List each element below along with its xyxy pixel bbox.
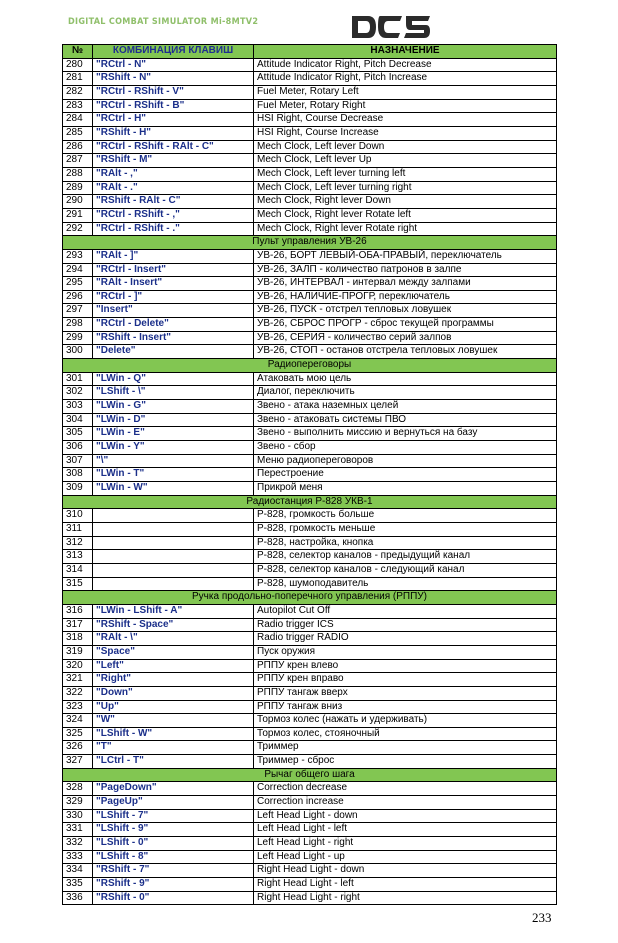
table-row (63, 618, 557, 632)
key-combination: "RCtrl - RShift - ," (93, 208, 254, 222)
key-combination: "LWin - W" (93, 482, 254, 496)
binding-description: Correction increase (254, 796, 557, 810)
table-row (63, 140, 557, 154)
key-combination: "RCtrl - H" (93, 113, 254, 127)
binding-description: Звено - выполнить миссию и вернуться на базу (254, 427, 557, 441)
table-row (63, 99, 557, 113)
key-combination: "PageDown" (93, 782, 254, 796)
table-row (63, 441, 557, 455)
key-combination: "LWin - Y" (93, 441, 254, 455)
row-number: 308 (63, 468, 93, 482)
table-row (63, 290, 557, 304)
key-combination: "LShift - \" (93, 386, 254, 400)
row-number: 288 (63, 167, 93, 181)
section-header-row (63, 495, 557, 509)
binding-description: УВ-26, НАЛИЧИЕ-ПРОГР, переключатель (254, 290, 557, 304)
binding-description: Left Head Light - right (254, 837, 557, 851)
key-combination: "Insert" (93, 304, 254, 318)
binding-description: Mech Clock, Left lever Up (254, 154, 557, 168)
table-row (63, 522, 557, 536)
row-number: 303 (63, 400, 93, 414)
key-combination: "RCtrl - ]" (93, 290, 254, 304)
table-row (63, 400, 557, 414)
section-title: Рычаг общего шага (63, 768, 557, 782)
table-row (63, 331, 557, 345)
row-number: 281 (63, 72, 93, 86)
row-number: 298 (63, 318, 93, 332)
table-row (63, 741, 557, 755)
key-combination: "LShift - 9" (93, 823, 254, 837)
section-header-row (63, 359, 557, 373)
key-combination: "Right" (93, 673, 254, 687)
row-number: 291 (63, 208, 93, 222)
key-bindings-table (62, 44, 557, 905)
row-number: 318 (63, 632, 93, 646)
table-row (63, 72, 557, 86)
table-row (63, 427, 557, 441)
table-row (63, 372, 557, 386)
table-row (63, 673, 557, 687)
key-combination: "RShift - Space" (93, 618, 254, 632)
binding-description: Fuel Meter, Rotary Left (254, 85, 557, 99)
row-number: 304 (63, 413, 93, 427)
key-combination: "RAlt - \" (93, 632, 254, 646)
key-combination: "LShift - W" (93, 727, 254, 741)
key-combination: "LShift - 8" (93, 850, 254, 864)
key-combination: "Delete" (93, 345, 254, 359)
column-header-key-combination: КОМБИНАЦИЯ КЛАВИШ (93, 45, 254, 59)
row-number: 305 (63, 427, 93, 441)
row-number: 280 (63, 58, 93, 72)
binding-description: Р-828, селектор каналов - следующий канал (254, 563, 557, 577)
row-number: 284 (63, 113, 93, 127)
key-combination: "LShift - 7" (93, 809, 254, 823)
table-row (63, 536, 557, 550)
binding-description: HSI Right, Course Increase (254, 126, 557, 140)
table-row (63, 154, 557, 168)
table-row (63, 413, 557, 427)
binding-description: Тормоз колес, стояночный (254, 727, 557, 741)
binding-description: Mech Clock, Left lever Down (254, 140, 557, 154)
table-row (63, 249, 557, 263)
key-combination: "T" (93, 741, 254, 755)
section-header-row (63, 236, 557, 250)
binding-description: Mech Clock, Right lever Rotate right (254, 222, 557, 236)
key-combination: "LWin - Q" (93, 372, 254, 386)
key-combination (93, 509, 254, 523)
table-row (63, 454, 557, 468)
key-combination: "RCtrl - Delete" (93, 318, 254, 332)
binding-description: УВ-26, БОРТ ЛЕВЫЙ-ОБА-ПРАВЫЙ, переключатель (254, 249, 557, 263)
key-combination: "PageUp" (93, 796, 254, 810)
table-row (63, 727, 557, 741)
row-number: 325 (63, 727, 93, 741)
row-number: 330 (63, 809, 93, 823)
binding-description: УВ-26, СТОП - останов отстрела тепловых ловушек (254, 345, 557, 359)
table-row (63, 796, 557, 810)
binding-description: Autopilot Cut Off (254, 604, 557, 618)
table-row (63, 126, 557, 140)
table-row (63, 318, 557, 332)
binding-description: Атаковать мою цель (254, 372, 557, 386)
table-row (63, 482, 557, 496)
binding-description: УВ-26, СЕРИЯ - количество серий залпов (254, 331, 557, 345)
table-row (63, 263, 557, 277)
row-number: 296 (63, 290, 93, 304)
binding-description: Р-828, громкость больше (254, 509, 557, 523)
key-combination: "Left" (93, 659, 254, 673)
row-number: 314 (63, 563, 93, 577)
key-combination: "LWin - D" (93, 413, 254, 427)
key-combination: "RCtrl - RShift - RAlt - C" (93, 140, 254, 154)
key-combination: "RShift - 0" (93, 891, 254, 905)
row-number: 283 (63, 99, 93, 113)
binding-description: УВ-26, ИНТЕРВАЛ - интервал между залпами (254, 277, 557, 291)
binding-description: Р-828, селектор каналов - предыдущий канал (254, 550, 557, 564)
row-number: 335 (63, 878, 93, 892)
key-combination: "LShift - 0" (93, 837, 254, 851)
row-number: 286 (63, 140, 93, 154)
binding-description: Триммер - сброс (254, 755, 557, 769)
binding-description: РППУ крен вправо (254, 673, 557, 687)
key-combination: "RCtrl - RShift - ." (93, 222, 254, 236)
binding-description: УВ-26, ПУСК - отстрел тепловых ловушек (254, 304, 557, 318)
table-row (63, 345, 557, 359)
row-number: 282 (63, 85, 93, 99)
row-number: 297 (63, 304, 93, 318)
row-number: 329 (63, 796, 93, 810)
key-combination (93, 536, 254, 550)
row-number: 290 (63, 195, 93, 209)
table-row (63, 714, 557, 728)
row-number: 317 (63, 618, 93, 632)
table-row (63, 208, 557, 222)
row-number: 301 (63, 372, 93, 386)
section-title: Радиопереговоры (63, 359, 557, 373)
section-title: Ручка продольно-поперечного управления (РППУ) (63, 591, 557, 605)
table-row (63, 58, 557, 72)
row-number: 312 (63, 536, 93, 550)
binding-description: Attitude Indicator Right, Pitch Decrease (254, 58, 557, 72)
table-row (63, 222, 557, 236)
row-number: 294 (63, 263, 93, 277)
key-combination: "RAlt - ." (93, 181, 254, 195)
binding-description: Mech Clock, Right lever Down (254, 195, 557, 209)
row-number: 300 (63, 345, 93, 359)
row-number: 306 (63, 441, 93, 455)
key-combination: "RCtrl - RShift - V" (93, 85, 254, 99)
key-combination: "RShift - RAlt - C" (93, 195, 254, 209)
key-combination: "RShift - Insert" (93, 331, 254, 345)
binding-description: УВ-26, СБРОС ПРОГР - сброс текущей программы (254, 318, 557, 332)
key-combination (93, 522, 254, 536)
table-row (63, 782, 557, 796)
table-row (63, 632, 557, 646)
page-number: 233 (532, 910, 552, 925)
table-row (63, 304, 557, 318)
table-row (63, 837, 557, 851)
key-combination: "RShift - N" (93, 72, 254, 86)
row-number: 336 (63, 891, 93, 905)
table-row (63, 891, 557, 905)
row-number: 285 (63, 126, 93, 140)
key-combination: "LWin - G" (93, 400, 254, 414)
table-row (63, 755, 557, 769)
table-row (63, 809, 557, 823)
row-number: 321 (63, 673, 93, 687)
table-row (63, 864, 557, 878)
key-combination: "\" (93, 454, 254, 468)
key-combination: "Space" (93, 645, 254, 659)
table-row (63, 659, 557, 673)
binding-description: Диалог, переключить (254, 386, 557, 400)
table-row (63, 686, 557, 700)
binding-description: Left Head Light - down (254, 809, 557, 823)
row-number: 310 (63, 509, 93, 523)
binding-description: Mech Clock, Left lever turning right (254, 181, 557, 195)
row-number: 316 (63, 604, 93, 618)
binding-description: Right Head Light - down (254, 864, 557, 878)
key-combination: "LWin - T" (93, 468, 254, 482)
binding-description: Р-828, громкость меньше (254, 522, 557, 536)
row-number: 327 (63, 755, 93, 769)
table-row (63, 167, 557, 181)
binding-description: Right Head Light - right (254, 891, 557, 905)
key-combination (93, 577, 254, 591)
key-combination: "RShift - M" (93, 154, 254, 168)
binding-description: Attitude Indicator Right, Pitch Increase (254, 72, 557, 86)
table-row (63, 181, 557, 195)
key-combination: "LWin - E" (93, 427, 254, 441)
column-header-purpose: НАЗНАЧЕНИЕ (254, 45, 557, 59)
binding-description: Radio trigger RADIO (254, 632, 557, 646)
dcs-logo (350, 12, 432, 42)
table-row (63, 563, 557, 577)
binding-description: Radio trigger ICS (254, 618, 557, 632)
row-number: 332 (63, 837, 93, 851)
binding-description: РППУ крен влево (254, 659, 557, 673)
section-title: Радиостанция Р-828 УКВ-1 (63, 495, 557, 509)
key-combination: "Up" (93, 700, 254, 714)
binding-description: Left Head Light - left (254, 823, 557, 837)
key-combination: "RShift - 7" (93, 864, 254, 878)
binding-description: Прикрой меня (254, 482, 557, 496)
key-combination (93, 550, 254, 564)
binding-description: Р-828, настройка, кнопка (254, 536, 557, 550)
row-number: 287 (63, 154, 93, 168)
row-number: 299 (63, 331, 93, 345)
section-title: Пульт управления УВ-26 (63, 236, 557, 250)
document-header-title: DIGITAL COMBAT SIMULATOR Mi-8MTV2 (68, 17, 259, 27)
row-number: 333 (63, 850, 93, 864)
key-combination: "RAlt - Insert" (93, 277, 254, 291)
table-row (63, 195, 557, 209)
binding-description: Звено - атаковать системы ПВО (254, 413, 557, 427)
table-row (63, 823, 557, 837)
binding-description: Меню радиопереговоров (254, 454, 557, 468)
binding-description: Р-828, шумоподавитель (254, 577, 557, 591)
table-row (63, 577, 557, 591)
table-row (63, 468, 557, 482)
key-combination: "RAlt - ," (93, 167, 254, 181)
table-header-row (63, 45, 557, 59)
row-number: 313 (63, 550, 93, 564)
key-combination: "RShift - 9" (93, 878, 254, 892)
table-row (63, 850, 557, 864)
key-combination: "LWin - LShift - A" (93, 604, 254, 618)
binding-description: Пуск оружия (254, 645, 557, 659)
table-row (63, 386, 557, 400)
binding-description: Перестроение (254, 468, 557, 482)
binding-description: Звено - сбор (254, 441, 557, 455)
binding-description: УВ-26, ЗАЛП - количество патронов в залпе (254, 263, 557, 277)
binding-description: Mech Clock, Right lever Rotate left (254, 208, 557, 222)
key-combination: "RAlt - ]" (93, 249, 254, 263)
row-number: 311 (63, 522, 93, 536)
row-number: 293 (63, 249, 93, 263)
table-row (63, 550, 557, 564)
table-row (63, 113, 557, 127)
table-row (63, 700, 557, 714)
binding-description: Left Head Light - up (254, 850, 557, 864)
key-combination: "RCtrl - N" (93, 58, 254, 72)
row-number: 302 (63, 386, 93, 400)
row-number: 295 (63, 277, 93, 291)
row-number: 309 (63, 482, 93, 496)
row-number: 331 (63, 823, 93, 837)
row-number: 320 (63, 659, 93, 673)
row-number: 326 (63, 741, 93, 755)
section-header-row (63, 768, 557, 782)
column-header-number: № (63, 45, 93, 59)
key-combination: "RShift - H" (93, 126, 254, 140)
key-combination: "Down" (93, 686, 254, 700)
binding-description: Fuel Meter, Rotary Right (254, 99, 557, 113)
table-row (63, 604, 557, 618)
table-row (63, 878, 557, 892)
binding-description: Right Head Light - left (254, 878, 557, 892)
binding-description: HSI Right, Course Decrease (254, 113, 557, 127)
binding-description: Триммер (254, 741, 557, 755)
key-combination: "RCtrl - Insert" (93, 263, 254, 277)
row-number: 323 (63, 700, 93, 714)
binding-description: Mech Clock, Left lever turning left (254, 167, 557, 181)
table-row (63, 645, 557, 659)
key-combination: "LCtrl - T" (93, 755, 254, 769)
row-number: 292 (63, 222, 93, 236)
table-row (63, 509, 557, 523)
binding-description: Correction decrease (254, 782, 557, 796)
row-number: 289 (63, 181, 93, 195)
table-row (63, 85, 557, 99)
row-number: 315 (63, 577, 93, 591)
row-number: 307 (63, 454, 93, 468)
row-number: 322 (63, 686, 93, 700)
section-header-row (63, 591, 557, 605)
key-combination (93, 563, 254, 577)
row-number: 328 (63, 782, 93, 796)
binding-description: РППУ тангаж вверх (254, 686, 557, 700)
key-combination: "RCtrl - RShift - B" (93, 99, 254, 113)
row-number: 324 (63, 714, 93, 728)
table-row (63, 277, 557, 291)
row-number: 334 (63, 864, 93, 878)
binding-description: РППУ тангаж вниз (254, 700, 557, 714)
binding-description: Звено - атака наземных целей (254, 400, 557, 414)
binding-description: Тормоз колес (нажать и удерживать) (254, 714, 557, 728)
key-combination: "W" (93, 714, 254, 728)
row-number: 319 (63, 645, 93, 659)
